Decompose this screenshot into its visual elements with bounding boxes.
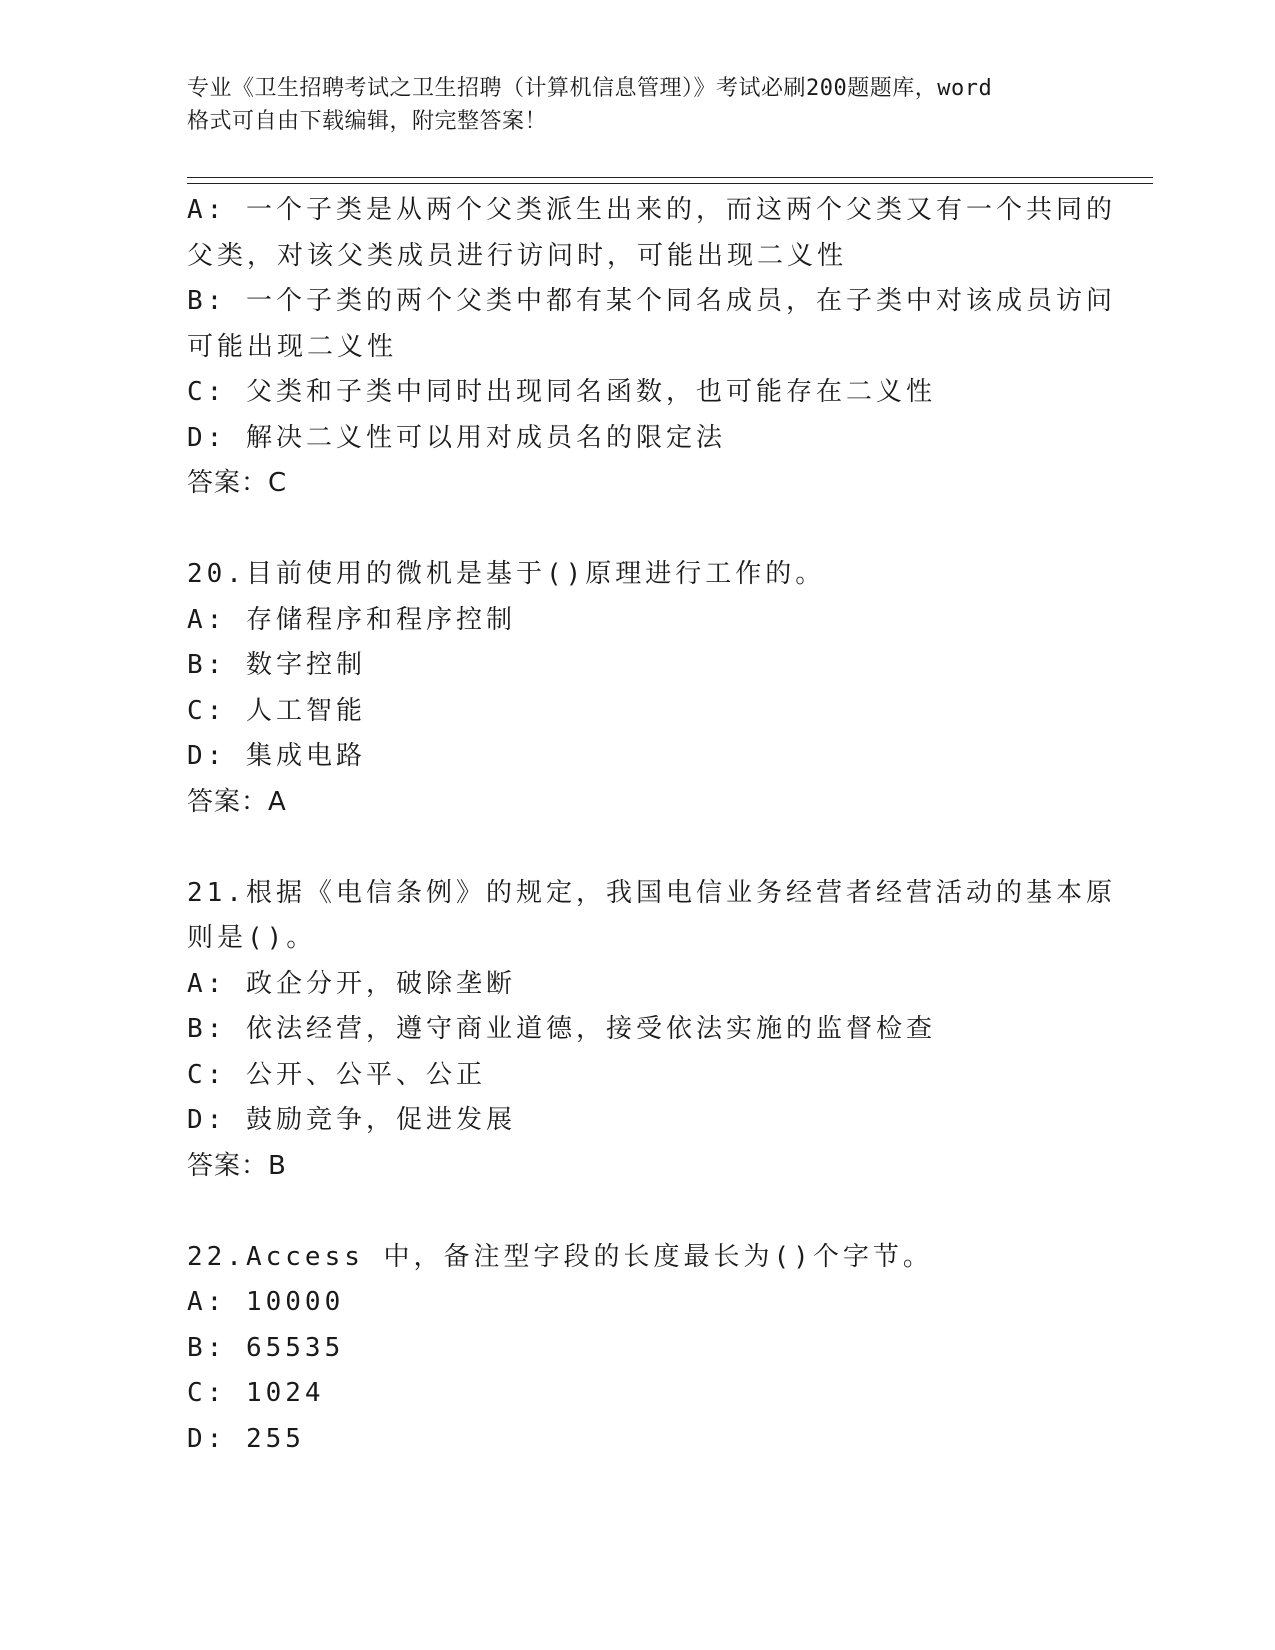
spacer	[187, 825, 1087, 871]
option-a-line-1: A: 一个子类是从两个父类派生出来的，而这两个父类又有一个共同的	[187, 195, 1116, 225]
question-stem: 22.Access 中，备注型字段的长度最长为()个字节。	[187, 1241, 933, 1272]
option-b-line-1: B: 一个子类的两个父类中都有某个同名成员，在子类中对该成员访问	[187, 286, 1116, 316]
question-stem: 20.目前使用的微机是基于()原理进行工作的。	[187, 559, 826, 589]
option-b-line-2: 可能出现二义性	[187, 331, 398, 362]
option-c: C: 人工智能	[187, 695, 366, 726]
question-block-20	[187, 552, 1087, 825]
answer: 答案：C	[187, 468, 288, 498]
answer: 答案：A	[187, 786, 287, 817]
header-rule-top	[187, 177, 1153, 178]
header-title-line-2: 格式可自由下载编辑，附完整答案！	[187, 109, 548, 134]
option-a-line-2: 父类，对该父类成员进行访问时，可能出现二义性	[187, 240, 848, 271]
option-c: C: 1024	[187, 1378, 325, 1408]
option-d: D: 解决二义性可以用对成员名的限定法	[187, 422, 726, 453]
option-b: B: 65535	[187, 1332, 345, 1363]
option-a: A: 政企分开，破除垄断	[187, 968, 516, 999]
spacer	[187, 507, 1087, 553]
question-stem-line-2: 则是()。	[187, 923, 317, 953]
question-block-22	[187, 1235, 1087, 1463]
document-header	[187, 72, 1087, 138]
answer: 答案：B	[187, 1150, 287, 1181]
option-a: A: 存储程序和程序控制	[187, 604, 516, 635]
option-b: B: 依法经营，遵守商业道德，接受依法实施的监督检查	[187, 1014, 936, 1044]
question-block-21	[187, 871, 1116, 1190]
question-list	[187, 188, 1116, 1462]
question-stem-line-1: 21.根据《电信条例》的规定，我国电信业务经营者经营活动的基本原	[187, 877, 1116, 908]
header-rule-bottom	[187, 183, 1153, 184]
option-d: D: 鼓励竞争，促进发展	[187, 1105, 516, 1135]
spacer	[187, 1189, 1087, 1235]
option-b: B: 数字控制	[187, 650, 366, 680]
option-a: A: 10000	[187, 1287, 345, 1317]
option-c: C: 公开、公平、公正	[187, 1059, 486, 1090]
header-title-line-1: 专业《卫生招聘考试之卫生招聘（计算机信息管理）》考试必刷200题题库，word	[187, 76, 993, 101]
option-d: D: 集成电路	[187, 741, 366, 771]
option-c: C: 父类和子类中同时出现同名函数，也可能存在二义性	[187, 377, 936, 407]
question-block-19	[187, 188, 1116, 507]
option-d: D: 255	[187, 1423, 305, 1454]
